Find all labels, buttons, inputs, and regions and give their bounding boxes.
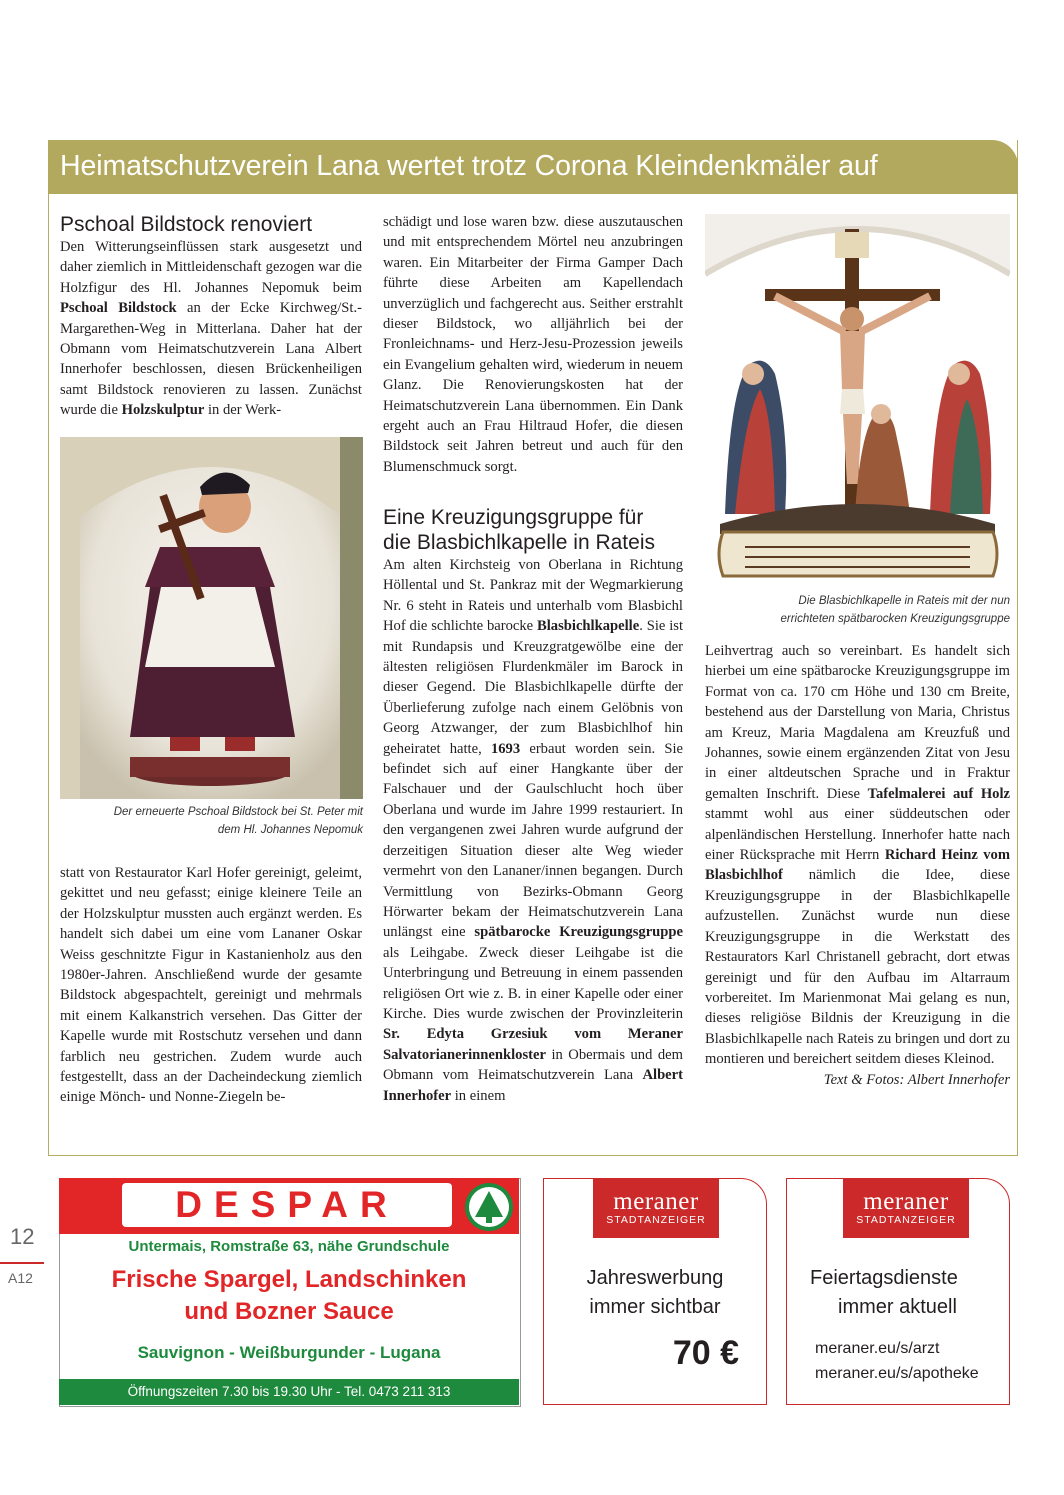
meraner-ad1-price: 70 € bbox=[672, 1334, 739, 1372]
section-heading-kreuzigungsgruppe: Eine Kreuzigungsgruppe für die Blasbichlkapelle in Rateis bbox=[383, 506, 655, 554]
paragraph: Den Witterungseinflüssen stark ausgesetzt und daher ziemlich in Mittleidenschaft gezogen war die Holzfigur des Hl. Johannes Nepomuk beim Pschoal Bildstock an der Ecke Kirchweg/St.-Margarethen-Weg in Mitterlana. Daher hat der Obmann vom Heimatschutzverein Lana Albert Innerhofer beschlossen, diesen Brückenheiligen samt Bildstock renovieren zu lassen. Zunächst wurde die Holzskulptur in der Werk- bbox=[60, 239, 362, 419]
page-number-divider bbox=[0, 1262, 44, 1264]
paragraph: Leihvertrag auch so vereinbart. Es handelt sich hierbei um eine spätbarocke Kreuzigungsgruppe im Format von ca. 170 cm Höhe und 130 cm Breite, bestehend aus der Darstellung von Maria, Christus am Kreuz, Maria Magdalena am Kreuzfuß und Johannes, sowie einem ergänzenden Zitat von Jesu in einer altdeutschen Sprache und in Fraktur gemalten Inschrift. Diese Tafelmalerei auf Holz stammt wohl aus einer süddeutschen oder alpenländischen Herstellung. Innerhofer hatte nach einer Rücksprache mit Herrn Richard Heinz vom Blasbichlhof nämlich die Idee, diese Kreuzigungsgruppe in der Blasbichlkapelle aufzustellen. Zunächst wurde nun diese Kreuzigungsgruppe in die Werkstatt des Restaurators Karl Christanell gebracht, dort etwas gereinigt und für den Aufbau im Altarraum vorbereitet. Im Marienmonat Mai gelang es nun, dieses religiöse Bildnis der Kreuzigung in die Blasbichlkapelle nach Rateis zu bringen und dort zu montieren und bereichert seitdem dieses Kleinod. bbox=[705, 643, 1011, 1068]
paragraph: schädigt und lose waren bzw. diese auszutauschen und mit entsprechendem Mörtel neu anzubringen waren. Ein Mitarbeiter der Firma Gamper Dach führte diese Arbeiten am Kapellendach unverzüglich und fachgerecht aus. Seither erstrahlt dieser Bildstock, wo alljährlich bei der Fronleichnams- und Herz-Jesu-Prozession jeweils ein Evangelium gehalten wird, wiederum in neuem Glanz. Die Renovierungskosten hat der Heimatschutzverein Lana übernommen. Ein Dank ergeht auch an Frau Hiltraud Hofer, die diesen Bildstock seit Jahren betreut und auch für den Blumenschmuck sorgt. bbox=[383, 214, 683, 475]
photo-kreuzigungsgruppe bbox=[705, 214, 1010, 589]
despar-tree-icon bbox=[465, 1183, 513, 1231]
photo-caption-kreuzigungsgruppe: Die Blasbichlkapelle in Rateis mit der nun errichteten spätbarocken Kreuzigungsgruppe bbox=[780, 595, 1010, 625]
despar-address: Untermais, Romstraße 63, nähe Grundschule bbox=[128, 1238, 450, 1255]
page-code: A12 bbox=[8, 1270, 33, 1286]
despar-logo-text: DESPAR bbox=[175, 1184, 399, 1225]
photo-nepomuk-statue bbox=[60, 437, 363, 799]
section-heading-bildstock: Pschoal Bildstock renoviert bbox=[60, 213, 313, 236]
column-1-top bbox=[60, 212, 362, 421]
page-number: 12 bbox=[10, 1224, 35, 1249]
photo-caption-nepomuk: Der erneuerte Pschoal Bildstock bei St. Peter mit dem Hl. Johannes Nepomuk bbox=[113, 806, 363, 836]
article-title: Heimatschutzverein Lana wertet trotz Corona Kleindenkmäler auf bbox=[60, 150, 878, 182]
column-3 bbox=[705, 641, 1010, 1090]
meraner-logo: meraner STADTANZEIGER bbox=[843, 1178, 969, 1238]
meraner-ad2-links bbox=[815, 1336, 979, 1386]
despar-headline: Frische Spargel, Landschinken und Bozner Sauce bbox=[111, 1266, 467, 1325]
column-2-top bbox=[383, 212, 683, 477]
link-arzt[interactable]: meraner.eu/s/arzt bbox=[815, 1340, 940, 1357]
meraner-ad2-text: Feiertagsdienste immer aktuell bbox=[810, 1267, 958, 1318]
author-credit: Text & Fotos: Albert Innerhofer bbox=[823, 1071, 1010, 1088]
despar-opening-hours: Öffnungszeiten 7.30 bis 19.30 Uhr - Tel. 0473 211 313 bbox=[59, 1379, 519, 1405]
meraner-ad1-text: Jahreswerbung immer sichtbar bbox=[586, 1267, 724, 1318]
link-apotheke[interactable]: meraner.eu/s/apotheke bbox=[815, 1365, 979, 1382]
column-2-bottom bbox=[383, 505, 683, 1106]
paragraph: statt von Restaurator Karl Hofer gereinigt, geleimt, gekittet und neu gefasst; einige kleinere Teile an der Holzskulptur mussten auch ergänzt werden. Es handelt sich dabei um eine vom Lananer Oskar Weiss geschnitzte Figur in Kastanienholz aus den 1980er-Jahren. Anschließend wurde der gesamte Bildstock abgespachtelt, gereinigt und mehrmals mit einem Kalkanstrich versehen. Das Gitter der Kapelle wurde mit Rostschutz versehen und dann farblich neu gestrichen. Zudem wurde auch festgestellt, dass an der Dacheindeckung ziemlich einige Mönch- und Nonne-Ziegeln be- bbox=[60, 865, 362, 1106]
despar-wines: Sauvignon - Weißburgunder - Lugana bbox=[137, 1343, 441, 1362]
paragraph: Am alten Kirchsteig von Oberlana in Richtung Höllental und St. Pankraz mit der Wegmarkierung Nr. 6 steht in Rateis und unterhalb vom Blasbichl Hof die schlichte barocke Blasbichlkapelle. Sie ist mit Rundapsis und Kreuzgratgewölbe eine der ältesten religiösen Flurdenkmäler im Barock in dieser Gegend. Die Blasbichlkapelle dürfte der Überlieferung zufolge nach einem Gelöbnis von Georg Atzwanger, der zum Blasbichlhof hin geheiratet hatte, 1693 erbaut worden sein. Sie befindet sich auf einer Hangkante über der Falschauer und der Gaulschlucht hoch über Oberlana und wurde im Jahre 1999 restauriert. In den vergangenen zwei Jahren wurde aufgrund der derzeitigen Situation dieser alte Weg wieder vermehrt von den Lananer/innen begangen. Durch Vermittlung von Bezirks-Obmann Georg Hörwarter bekam der Heimatschutzverein Lana unlängst eine spätbarocke Kreuzigungsgruppe als Leihgabe. Zweck dieser Leihgabe ist die Unterbringung und Betreuung in einem passenden religiösen Ort wie z. B. in einer Kapelle oder einer Kirche. Dies wurde zwischen der Provinzleiterin Sr. Edyta Grzesiuk vom Meraner Salvatorianerinnenkloster in Obermais und dem Obmann vom Heimatschutzverein Lana Albert Innerhofer in einem bbox=[383, 557, 684, 1104]
column-1-bottom bbox=[60, 863, 362, 1108]
meraner-logo: meraner STADTANZEIGER bbox=[593, 1178, 719, 1238]
